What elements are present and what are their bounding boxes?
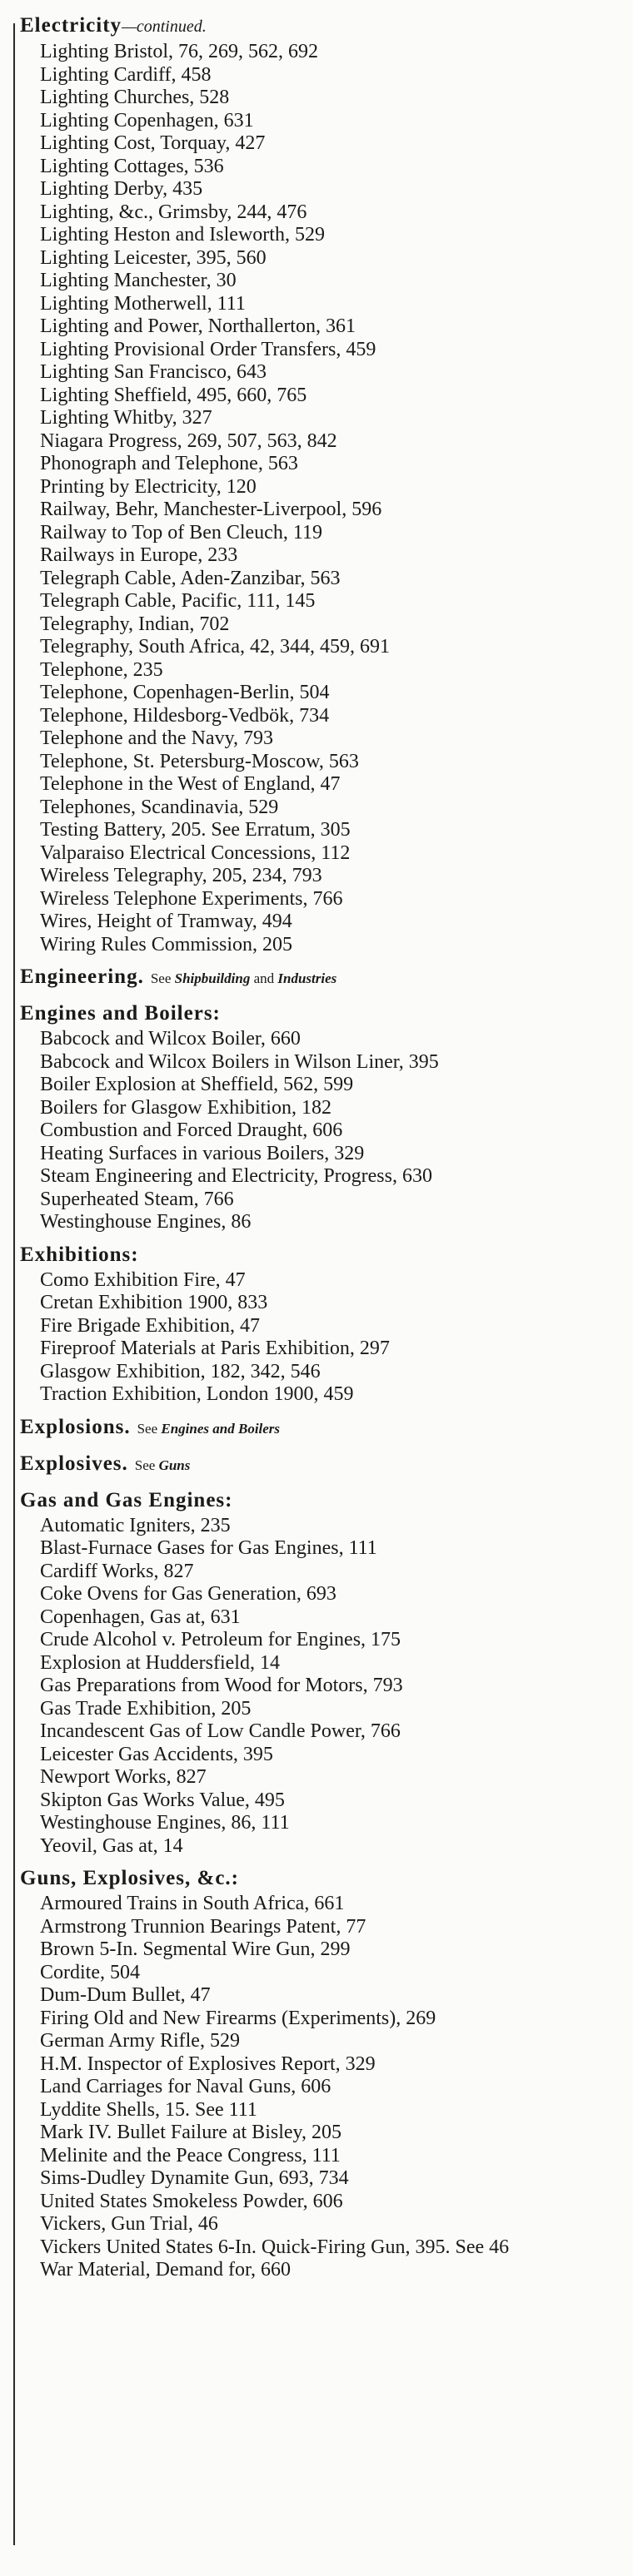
cross-reference — [151, 970, 336, 986]
index-entry: Telephones, Scandinavia, 529 — [40, 796, 279, 818]
index-entry: Lighting Churches, 528 — [40, 87, 230, 108]
index-entry: Valparaiso Electrical Concessions, 112 — [40, 841, 351, 864]
index-entry: Lighting Bristol, 76, 269, 562, 692 — [40, 41, 319, 62]
heading-text: Exhibitions: — [20, 1243, 139, 1266]
index-entry: Babcock and Wilcox Boiler, 660 — [40, 1028, 301, 1050]
index-entry: Brown 5-In. Segmental Wire Gun, 299 — [40, 1938, 351, 1960]
index-entry: Railways in Europe, 233 — [40, 544, 238, 566]
index-entry: Niagara Progress, 269, 507, 563, 842 — [40, 429, 337, 452]
index-entry: Melinite and the Peace Congress, 111 — [40, 2144, 341, 2167]
index-section — [20, 1864, 628, 2282]
index-entry: Telegraphy, Indian, 702 — [40, 613, 230, 635]
index-entry: Lighting Derby, 435 — [40, 178, 203, 200]
index-entry: Lighting San Francisco, 643 — [40, 361, 267, 383]
heading-text: Guns, Explosives, &c.: — [20, 1867, 240, 1889]
index-entry: Dum-Dum Bullet, 47 — [40, 1984, 211, 2006]
index-entry: Lighting Heston and Isleworth, 529 — [40, 224, 325, 246]
section-heading — [20, 1241, 628, 1269]
cross-reference — [137, 1421, 280, 1437]
index-entry: Yeovil, Gas at, 14 — [40, 1834, 183, 1857]
index-entry: Vickers, Gun Trial, 46 — [40, 2213, 218, 2235]
index-entry: Lighting Cost, Torquay, 427 — [40, 132, 266, 154]
section-heading — [20, 1864, 628, 1893]
index-entry: Babcock and Wilcox Boilers in Wilson Liner, 395 — [40, 1050, 439, 1073]
index-entry: Cretan Exhibition 1900, 833 — [40, 1292, 268, 1313]
index-entry: Superheated Steam, 766 — [40, 1188, 234, 1210]
index-entry: United States Smokeless Powder, 606 — [40, 2190, 343, 2212]
index-entry: Armoured Trains in South Africa, 661 — [40, 1893, 345, 1914]
index-entry: Lighting Copenhagen, 631 — [40, 109, 254, 132]
continued-note: —continued. — [122, 17, 207, 36]
index-entry: Lighting Motherwell, 111 — [40, 292, 246, 315]
index-entry: Lighting Manchester, 30 — [40, 270, 237, 291]
index-entry: Westinghouse Engines, 86 — [40, 1211, 252, 1233]
see-target: Guns — [158, 1457, 191, 1473]
index-entry: Lighting Provisional Order Transfers, 459 — [40, 338, 376, 360]
index-section — [20, 1450, 628, 1480]
index-entry: Printing by Electricity, 120 — [40, 475, 257, 498]
index-entry: Lighting Whitby, 327 — [40, 407, 212, 429]
index-entry: Telegraph Cable, Pacific, 111, 145 — [40, 590, 316, 612]
index-entry: Leicester Gas Accidents, 395 — [40, 1743, 273, 1765]
section-heading — [20, 1487, 628, 1515]
index-entry: Lighting and Power, Northallerton, 361 — [40, 315, 356, 337]
index-entry: Incandescent Gas of Low Candle Power, 766 — [40, 1720, 401, 1742]
heading-text: Explosives. — [20, 1452, 128, 1475]
index-entry: Wireless Telephone Experiments, 766 — [40, 887, 343, 910]
section-heading — [20, 12, 628, 41]
index-entry: Railway, Behr, Manchester-Liverpool, 596 — [40, 499, 382, 520]
index-section — [20, 1000, 628, 1234]
index-entry: Crude Alcohol v. Petroleum for Engines, 175 — [40, 1629, 401, 1650]
margin-rule — [13, 23, 15, 2545]
entry-list — [20, 1515, 628, 1859]
index-section — [20, 963, 628, 993]
index-entry: Cardiff Works, 827 — [40, 1560, 194, 1582]
index-section — [20, 12, 628, 956]
see-join: and — [253, 970, 275, 986]
index-entry: Lyddite Shells, 15. See 111 — [40, 2098, 257, 2121]
see-target: Shipbuilding — [174, 970, 251, 986]
section-heading — [20, 1450, 628, 1480]
index-entry: Lighting Leicester, 395, 560 — [40, 246, 267, 269]
index-entry: Telephone, Hildesborg-Vedbök, 734 — [40, 704, 330, 727]
see-label: See — [137, 1420, 158, 1437]
index-entry: Coke Ovens for Gas Generation, 693 — [40, 1583, 336, 1605]
index-entry: H.M. Inspector of Explosives Report, 329 — [40, 2052, 376, 2075]
entry-list — [20, 1893, 628, 2282]
index-entry: Gas Trade Exhibition, 205 — [40, 1697, 252, 1720]
section-heading — [20, 963, 628, 993]
index-entry: Boilers for Glasgow Exhibition, 182 — [40, 1096, 331, 1119]
index-section — [20, 1241, 628, 1407]
section-heading — [20, 1000, 628, 1028]
index-entry: Telegraph Cable, Aden-Zanzibar, 563 — [40, 567, 341, 589]
index-entry: Cordite, 504 — [40, 1961, 140, 1983]
index-entry: Wireless Telegraphy, 205, 234, 793 — [40, 865, 322, 886]
heading-text: Electricity — [20, 14, 122, 37]
index-entry: Land Carriages for Naval Guns, 606 — [40, 2076, 331, 2097]
index-entry: Vickers United States 6-In. Quick-Firing Gun, 395. See 46 — [40, 2236, 510, 2258]
index-entry: Westinghouse Engines, 86, 111 — [40, 1812, 290, 1834]
index-entry: Explosion at Huddersfield, 14 — [40, 1651, 280, 1674]
index-entry: Copenhagen, Gas at, 631 — [40, 1606, 241, 1628]
index-entry: Mark IV. Bullet Failure at Bisley, 205 — [40, 2122, 341, 2143]
index-entry: Automatic Igniters, 235 — [40, 1514, 231, 1536]
index-entry: Blast-Furnace Gases for Gas Engines, 111 — [40, 1537, 377, 1559]
index-entry: German Army Rifle, 529 — [40, 2030, 240, 2052]
index-section — [20, 1487, 628, 1859]
index-entry: Combustion and Forced Draught, 606 — [40, 1119, 343, 1141]
index-entry: Telephone and the Navy, 793 — [40, 727, 274, 749]
index-entry: Lighting, &c., Grimsby, 244, 476 — [40, 201, 307, 223]
index-entry: Firing Old and New Firearms (Experiments), 269 — [40, 2007, 436, 2029]
entry-list — [20, 41, 628, 956]
heading-text: Engines and Boilers: — [20, 1002, 221, 1025]
index-entry: Lighting Cottages, 536 — [40, 155, 224, 177]
index-entry: Sims-Dudley Dynamite Gun, 693, 734 — [40, 2167, 349, 2189]
index-entry: Telephone in the West of England, 47 — [40, 773, 341, 795]
see-target: Industries — [277, 970, 337, 986]
index-entry: Fire Brigade Exhibition, 47 — [40, 1314, 260, 1337]
index-section — [20, 1413, 628, 1443]
entry-list — [20, 1269, 628, 1407]
index-entry: Telephone, Copenhagen-Berlin, 504 — [40, 682, 330, 703]
index-entry: Boiler Explosion at Sheffield, 562, 599 — [40, 1074, 354, 1095]
see-label: See — [150, 970, 172, 986]
heading-text: Explosions. — [20, 1415, 131, 1438]
index-entry: Telephone, 235 — [40, 658, 163, 681]
index-entry: Wires, Height of Tramway, 494 — [40, 911, 292, 932]
index-entry: Fireproof Materials at Paris Exhibition, 297 — [40, 1338, 390, 1359]
index-entry: Testing Battery, 205. See Erratum, 305 — [40, 819, 351, 841]
index-entry: Armstrong Trunnion Bearings Patent, 77 — [40, 1915, 366, 1938]
index-entry: Skipton Gas Works Value, 495 — [40, 1789, 285, 1811]
subject-index — [20, 12, 628, 2282]
index-entry: Heating Surfaces in various Boilers, 329 — [40, 1142, 365, 1164]
see-label: See — [134, 1457, 156, 1473]
see-target: Engines and Boilers — [161, 1420, 281, 1437]
index-entry: Como Exhibition Fire, 47 — [40, 1268, 246, 1291]
heading-text: Gas and Gas Engines: — [20, 1488, 233, 1511]
index-entry: Traction Exhibition, London 1900, 459 — [40, 1383, 354, 1405]
index-entry: Wiring Rules Commission, 205 — [40, 933, 293, 955]
index-entry: Lighting Cardiff, 458 — [40, 63, 212, 86]
section-heading — [20, 1413, 628, 1443]
cross-reference — [135, 1457, 191, 1473]
index-entry: War Material, Demand for, 660 — [40, 2259, 291, 2281]
index-entry: Railway to Top of Ben Cleuch, 119 — [40, 521, 322, 543]
heading-text: Engineering. — [20, 965, 144, 988]
index-entry: Lighting Sheffield, 495, 660, 765 — [40, 384, 307, 406]
index-entry: Steam Engineering and Electricity, Progress, 630 — [40, 1165, 432, 1187]
entry-list — [20, 1028, 628, 1234]
index-entry: Telephone, St. Petersburg-Moscow, 563 — [40, 750, 359, 772]
index-entry: Telegraphy, South Africa, 42, 344, 459, 691 — [40, 636, 391, 658]
index-entry: Glasgow Exhibition, 182, 342, 546 — [40, 1360, 321, 1382]
index-entry: Gas Preparations from Wood for Motors, 793 — [40, 1675, 403, 1696]
index-entry: Phonograph and Telephone, 563 — [40, 453, 298, 474]
index-entry: Newport Works, 827 — [40, 1766, 207, 1788]
